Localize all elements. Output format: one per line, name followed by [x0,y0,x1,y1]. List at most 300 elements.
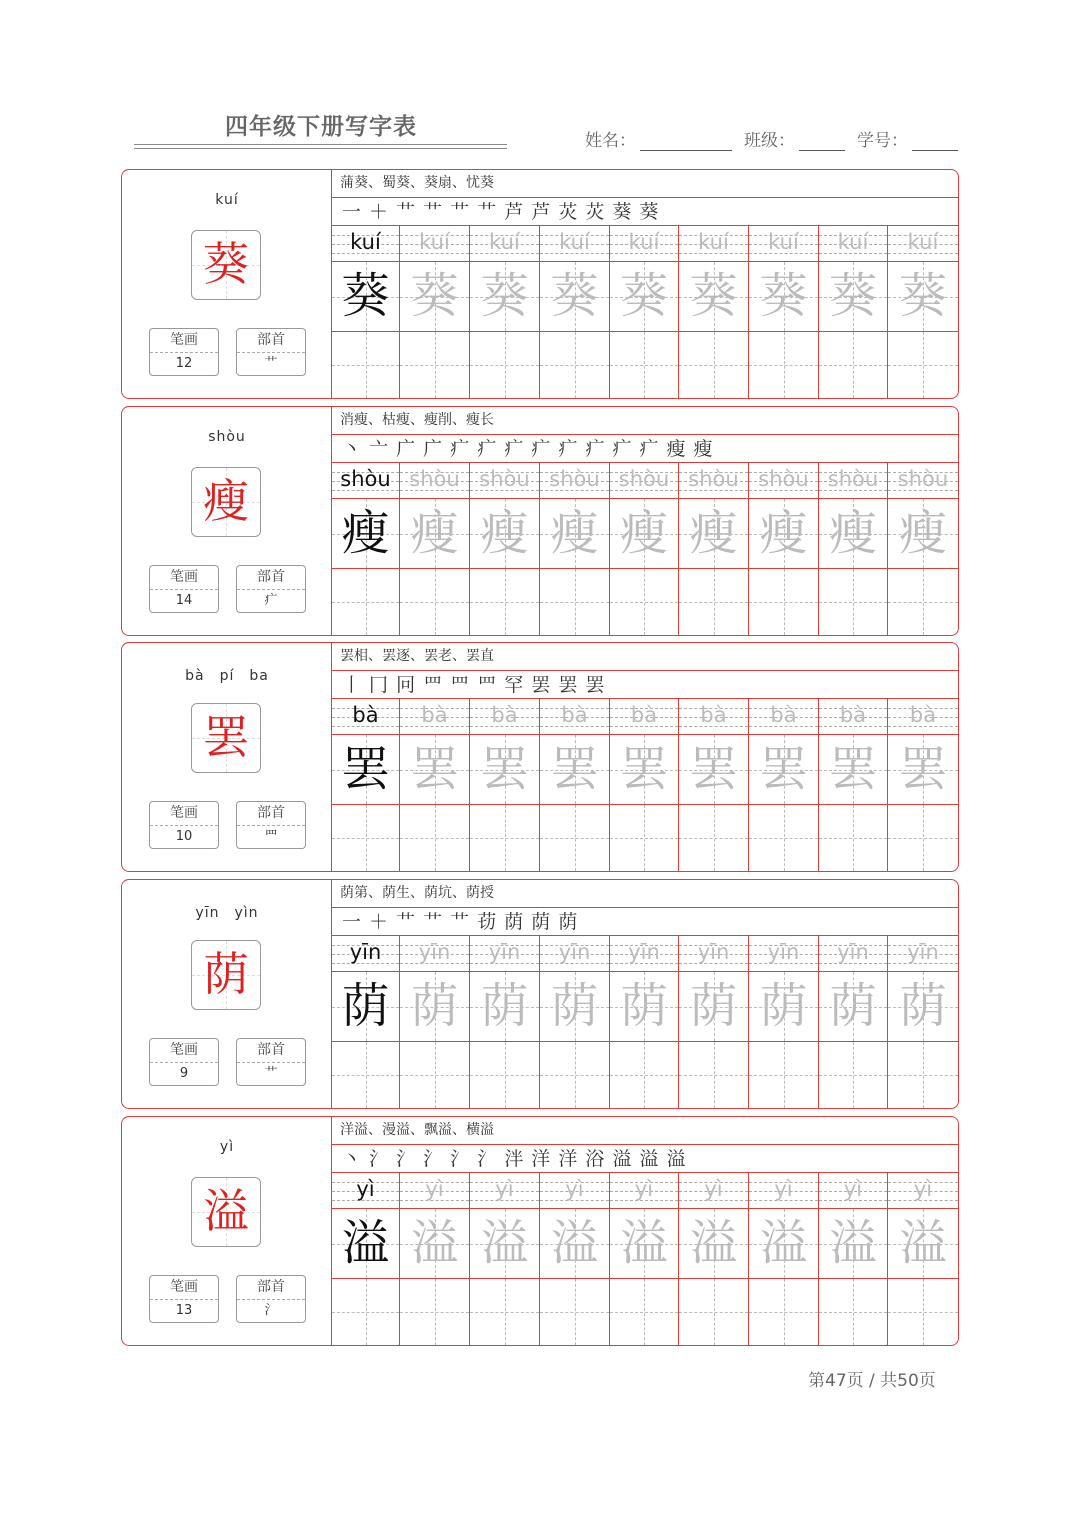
blank-practice-cell[interactable] [749,1042,819,1108]
pinyin-cell[interactable] [470,226,540,262]
pinyin-trace: yīn [697,940,730,964]
pinyin-cell[interactable] [749,226,819,262]
pinyin-cell[interactable] [888,699,958,735]
stroke-count-label: 笔画 [150,1276,218,1300]
pinyin-trace: yīn [767,940,800,964]
class-field[interactable] [744,126,845,151]
pinyin-trace: kuí [419,230,450,254]
blank-practice-cell[interactable] [679,332,749,398]
character-trace: 葵 [689,268,738,324]
character-cell[interactable] [610,499,679,569]
character-cell[interactable] [888,499,958,569]
character-trace: 罢 [550,741,599,797]
character-trace: 溢 [341,1215,390,1271]
character-cell[interactable] [540,499,610,569]
name-blank[interactable] [640,132,732,151]
radical-box [236,328,306,376]
pinyin-trace: yì [634,1177,654,1201]
character-trace: 葵 [759,268,808,324]
radical-value: 艹 [264,1066,278,1081]
pinyin-cell[interactable] [819,463,888,499]
example-words: 洋溢、漫溢、飘溢、横溢 [332,1117,958,1145]
radical-value: 艹 [264,356,278,371]
pinyin-label: yì [219,1139,235,1155]
radical-box [236,801,306,849]
character-cell[interactable] [749,972,819,1042]
character-trace: 溢 [689,1215,738,1271]
pinyin-cell[interactable] [470,463,540,499]
character-cell[interactable] [679,262,749,332]
stroke-count-value: 13 [175,1303,193,1318]
pinyin-trace: shòu [897,467,949,491]
pinyin-cell[interactable] [332,226,400,262]
pinyin-trace: yì [565,1177,584,1201]
pinyin-cell[interactable] [400,226,470,262]
character-trace: 葵 [828,268,877,324]
character-cell[interactable] [540,735,610,805]
pinyin-trace: yì [704,1177,723,1201]
character-trace: 罢 [410,741,459,797]
pinyin-cell[interactable] [540,1173,610,1209]
character-trace: 罢 [341,741,390,797]
blank-practice-cell[interactable] [332,805,400,871]
character-cell[interactable] [332,499,400,569]
pinyin-trace: shòu [549,467,600,491]
pinyin-trace: kuí [350,230,381,254]
blank-practice-cell[interactable] [540,1279,610,1345]
pinyin-cell[interactable] [749,699,819,735]
character-trace: 荫 [550,978,599,1034]
character-trace: 葵 [619,268,668,324]
radical-value: 罒 [264,829,278,844]
character-trace: 瘦 [898,505,947,561]
pinyin-cell[interactable] [679,699,749,735]
character-trace: 瘦 [828,505,877,561]
pinyin-trace: kuí [628,230,660,254]
character-cell[interactable] [819,262,888,332]
character-trace: 溢 [828,1215,877,1271]
radical-value: 疒 [264,593,278,608]
blank-practice-cell[interactable] [400,569,470,635]
character-trace: 溢 [480,1215,529,1271]
example-words: 蒲葵、蜀葵、葵扇、忧葵 [332,170,958,198]
pinyin-trace: kuí [698,230,729,254]
pinyin-label: bà pí ba [185,668,269,684]
character-cell[interactable] [888,1209,958,1279]
pinyin-trace: yīn [558,940,591,964]
radical-label: 部首 [237,1039,305,1063]
pinyin-trace: bà [352,703,379,727]
pinyin-cell[interactable] [540,226,610,262]
model-character: 瘦 [203,474,249,528]
stroke-count-box [149,565,219,613]
character-cell[interactable] [679,499,749,569]
character-cell[interactable] [749,262,819,332]
page-title: 四年级下册写字表 [225,114,417,140]
character-trace: 荫 [619,978,668,1034]
pinyin-cell[interactable] [888,1173,958,1209]
character-trace: 葵 [898,268,947,324]
pinyin-trace: kuí [489,230,520,254]
stroke-count-box [149,1275,219,1323]
model-character: 葵 [203,237,249,291]
pinyin-trace: bà [700,703,727,727]
blank-practice-cell[interactable] [679,805,749,871]
pinyin-cell[interactable] [819,1173,888,1209]
pinyin-trace: yīn [837,940,869,964]
model-character-box [191,467,261,537]
pinyin-trace: yīn [349,940,382,964]
character-trace: 葵 [480,268,529,324]
blank-practice-cell[interactable] [400,1279,470,1345]
model-character: 荫 [203,947,249,1001]
character-cell[interactable] [400,1209,470,1279]
character-cell[interactable] [679,735,749,805]
pinyin-cell[interactable] [888,463,958,499]
pinyin-cell[interactable] [819,226,888,262]
pinyin-trace: kuí [907,230,939,254]
pinyin-cell[interactable] [679,936,749,972]
character-info-panel [122,407,332,635]
blank-practice-cell[interactable] [332,1042,400,1108]
blank-practice-cell[interactable] [610,569,679,635]
character-cell[interactable] [610,262,679,332]
character-cell[interactable] [749,499,819,569]
pinyin-trace: yīn [418,940,451,964]
character-trace: 荫 [480,978,529,1034]
blank-practice-cell[interactable] [332,569,400,635]
radical-label: 部首 [237,1276,305,1300]
pinyin-trace: shòu [618,467,670,491]
character-cell[interactable] [332,1209,400,1279]
character-trace: 溢 [619,1215,668,1271]
example-words: 荫第、荫生、荫坑、荫授 [332,880,958,908]
pinyin-cell[interactable] [610,699,679,735]
stroke-order: 丶 氵 氵 氵 氵 氵 泮 洋 洋 浴 溢 溢 溢 [332,1145,958,1173]
pinyin-cell[interactable] [610,226,679,262]
character-info-panel [122,643,332,871]
blank-practice-cell[interactable] [400,332,470,398]
stroke-count-label: 笔画 [150,1039,218,1063]
character-cell[interactable] [400,262,470,332]
character-cell[interactable] [888,735,958,805]
pinyin-label: shòu [208,429,246,445]
blank-practice-cell[interactable] [540,805,610,871]
pinyin-trace: bà [491,703,518,727]
character-cell[interactable] [470,499,540,569]
pinyin-cell[interactable] [470,1173,540,1209]
id-field[interactable] [857,126,958,151]
pinyin-trace: yīn [488,940,521,964]
character-card [121,642,959,872]
blank-practice-cell[interactable] [470,1279,540,1345]
character-cell[interactable] [332,262,400,332]
practice-grid [332,699,958,871]
blank-practice-cell[interactable] [819,569,888,635]
blank-practice-cell[interactable] [610,805,679,871]
character-trace: 溢 [759,1215,808,1271]
character-cell[interactable] [332,972,400,1042]
character-trace: 罢 [619,741,668,797]
blank-practice-cell[interactable] [819,1042,888,1108]
pinyin-trace: shòu [688,467,739,491]
pinyin-trace: yīn [628,940,660,964]
pinyin-cell[interactable] [400,1173,470,1209]
pinyin-trace: bà [630,703,658,727]
character-card [121,1116,959,1346]
stroke-count-value: 14 [175,593,193,608]
blank-practice-cell[interactable] [888,332,958,398]
practice-panel [332,1117,958,1345]
blank-practice-cell[interactable] [749,569,819,635]
character-trace: 瘦 [341,505,390,561]
character-trace: 罢 [828,741,877,797]
stroke-count-label: 笔画 [150,566,218,590]
character-trace: 荫 [759,978,808,1034]
character-trace: 荫 [689,978,738,1034]
character-info-panel [122,1117,332,1345]
pinyin-trace: bà [770,703,797,727]
blank-practice-cell[interactable] [888,805,958,871]
character-cell[interactable] [819,972,888,1042]
class-blank[interactable] [799,132,845,151]
pinyin-cell[interactable] [400,936,470,972]
pinyin-cell[interactable] [470,699,540,735]
character-trace: 葵 [341,268,390,324]
blank-practice-cell[interactable] [400,1042,470,1108]
stroke-order: 一 ＋ 艹 艹 艹 苆 荫 荫 荫 [332,908,958,936]
character-trace: 瘦 [619,505,668,561]
blank-practice-cell[interactable] [470,569,540,635]
stroke-count-box [149,801,219,849]
pinyin-cell[interactable] [679,1173,749,1209]
pinyin-trace: shòu [827,467,879,491]
pinyin-trace: yīn [907,940,939,964]
pinyin-cell[interactable] [679,463,749,499]
blank-practice-cell[interactable] [540,569,610,635]
worksheet-header [0,0,1080,160]
character-card [121,169,959,399]
pinyin-trace: bà [839,703,867,727]
practice-panel [332,880,958,1108]
pinyin-trace: kuí [768,230,799,254]
character-cell[interactable] [470,972,540,1042]
blank-practice-cell[interactable] [610,332,679,398]
blank-practice-cell[interactable] [679,569,749,635]
pinyin-cell[interactable] [610,463,679,499]
example-words: 消瘦、枯瘦、瘦削、瘦长 [332,407,958,435]
character-trace: 荫 [410,978,459,1034]
character-trace: 罢 [898,741,947,797]
radical-label: 部首 [237,566,305,590]
blank-practice-cell[interactable] [888,1042,958,1108]
character-cell[interactable] [470,1209,540,1279]
character-cell[interactable] [400,972,470,1042]
character-trace: 葵 [410,268,459,324]
pinyin-cell[interactable] [400,463,470,499]
practice-panel [332,643,958,871]
practice-grid [332,1173,958,1345]
character-cell[interactable] [749,735,819,805]
blank-practice-cell[interactable] [819,332,888,398]
character-card [121,879,959,1109]
pinyin-cell[interactable] [819,936,888,972]
character-cell[interactable] [679,972,749,1042]
pinyin-trace: yì [425,1177,444,1201]
blank-practice-cell[interactable] [679,1042,749,1108]
practice-grid [332,226,958,398]
blank-practice-cell[interactable] [749,805,819,871]
character-cell[interactable] [888,262,958,332]
pinyin-trace: kuí [837,230,869,254]
pinyin-cell[interactable] [749,1173,819,1209]
character-cell[interactable] [540,262,610,332]
character-cell[interactable] [610,735,679,805]
pinyin-trace: shòu [409,467,460,491]
stroke-count-label: 笔画 [150,802,218,826]
model-character-box [191,230,261,300]
stroke-count-value: 10 [175,829,193,844]
pinyin-cell[interactable] [819,699,888,735]
character-cell[interactable] [679,1209,749,1279]
blank-practice-cell[interactable] [470,1042,540,1108]
blank-practice-cell[interactable] [400,805,470,871]
pinyin-trace: shòu [758,467,809,491]
pinyin-trace: bà [909,703,937,727]
pinyin-cell[interactable] [400,699,470,735]
radical-value: 氵 [264,1303,278,1318]
character-cell[interactable] [610,1209,679,1279]
character-trace: 瘦 [689,505,738,561]
blank-practice-cell[interactable] [332,332,400,398]
character-trace: 瘦 [480,505,529,561]
pinyin-cell[interactable] [540,936,610,972]
radical-box [236,565,306,613]
pinyin-trace: bà [421,703,448,727]
character-trace: 瘦 [410,505,459,561]
pinyin-cell[interactable] [679,226,749,262]
pinyin-trace: yì [774,1177,793,1201]
stroke-count-value: 12 [175,356,193,371]
blank-practice-cell[interactable] [888,1279,958,1345]
stroke-order: 一 ＋ 艹 艹 艹 艹 芦 芦 苂 苂 葵 葵 [332,198,958,226]
character-trace: 罢 [480,741,529,797]
character-trace: 溢 [550,1215,599,1271]
pinyin-trace: shòu [479,467,530,491]
id-label: 学号： [857,131,908,151]
character-cell[interactable] [400,499,470,569]
character-info-panel [122,170,332,398]
character-cell[interactable] [540,1209,610,1279]
character-cell[interactable] [400,735,470,805]
pinyin-label: yīn yìn [195,905,259,921]
stroke-count-label: 笔画 [150,329,218,353]
character-cell[interactable] [749,1209,819,1279]
blank-practice-cell[interactable] [470,805,540,871]
practice-panel [332,407,958,635]
character-cell[interactable] [610,972,679,1042]
example-words: 罢相、罢逐、罢老、罢直 [332,643,958,671]
name-label: 姓名： [585,131,636,151]
pinyin-trace: shòu [340,467,391,491]
pinyin-trace: yì [495,1177,514,1201]
character-cell[interactable] [819,499,888,569]
character-cell[interactable] [819,735,888,805]
pinyin-trace: kuí [559,230,590,254]
practice-grid [332,936,958,1108]
stroke-count-value: 9 [179,1066,189,1081]
character-trace: 荫 [898,978,947,1034]
character-cell[interactable] [819,1209,888,1279]
pinyin-cell[interactable] [610,936,679,972]
id-blank[interactable] [912,132,958,151]
blank-practice-cell[interactable] [819,805,888,871]
model-character-box [191,703,261,773]
pinyin-cell[interactable] [332,936,400,972]
blank-practice-cell[interactable] [888,569,958,635]
stroke-order: 丶 亠 广 广 疒 疒 疒 疒 疒 疒 疒 疒 瘦 瘦 [332,435,958,463]
blank-practice-cell[interactable] [610,1279,679,1345]
pinyin-trace: yì [913,1177,933,1201]
character-trace: 瘦 [759,505,808,561]
character-cell[interactable] [332,735,400,805]
blank-practice-cell[interactable] [540,1042,610,1108]
radical-label: 部首 [237,802,305,826]
blank-practice-cell[interactable] [610,1042,679,1108]
pinyin-trace: yì [843,1177,863,1201]
pinyin-label: kuí [215,192,239,208]
stroke-count-box [149,1038,219,1086]
stroke-order: 丨 冂 冋 罒 罒 罒 罕 罢 罢 罢 [332,671,958,699]
blank-practice-cell[interactable] [679,1279,749,1345]
pinyin-cell[interactable] [749,463,819,499]
pinyin-cell[interactable] [540,463,610,499]
character-trace: 瘦 [550,505,599,561]
pinyin-cell[interactable] [332,699,400,735]
character-cell[interactable] [888,972,958,1042]
model-character-box [191,940,261,1010]
blank-practice-cell[interactable] [749,1279,819,1345]
pinyin-cell[interactable] [610,1173,679,1209]
class-label: 班级： [744,131,795,151]
blank-practice-cell[interactable] [332,1279,400,1345]
character-card [121,406,959,636]
pinyin-trace: bà [561,703,588,727]
pinyin-cell[interactable] [749,936,819,972]
pinyin-cell[interactable] [470,936,540,972]
blank-practice-cell[interactable] [749,332,819,398]
title-underline-2 [134,148,507,149]
character-trace: 罢 [759,741,808,797]
stroke-count-box [149,328,219,376]
character-trace: 溢 [410,1215,459,1271]
character-cell[interactable] [540,972,610,1042]
blank-practice-cell[interactable] [470,332,540,398]
pinyin-cell[interactable] [332,1173,400,1209]
character-cell[interactable] [470,735,540,805]
practice-grid [332,463,958,635]
model-character-box [191,1177,261,1247]
blank-practice-cell[interactable] [540,332,610,398]
blank-practice-cell[interactable] [819,1279,888,1345]
name-field[interactable] [585,126,732,151]
character-trace: 葵 [550,268,599,324]
pinyin-cell[interactable] [540,699,610,735]
pinyin-cell[interactable] [888,226,958,262]
pinyin-cell[interactable] [888,936,958,972]
character-cell[interactable] [470,262,540,332]
pinyin-cell[interactable] [332,463,400,499]
